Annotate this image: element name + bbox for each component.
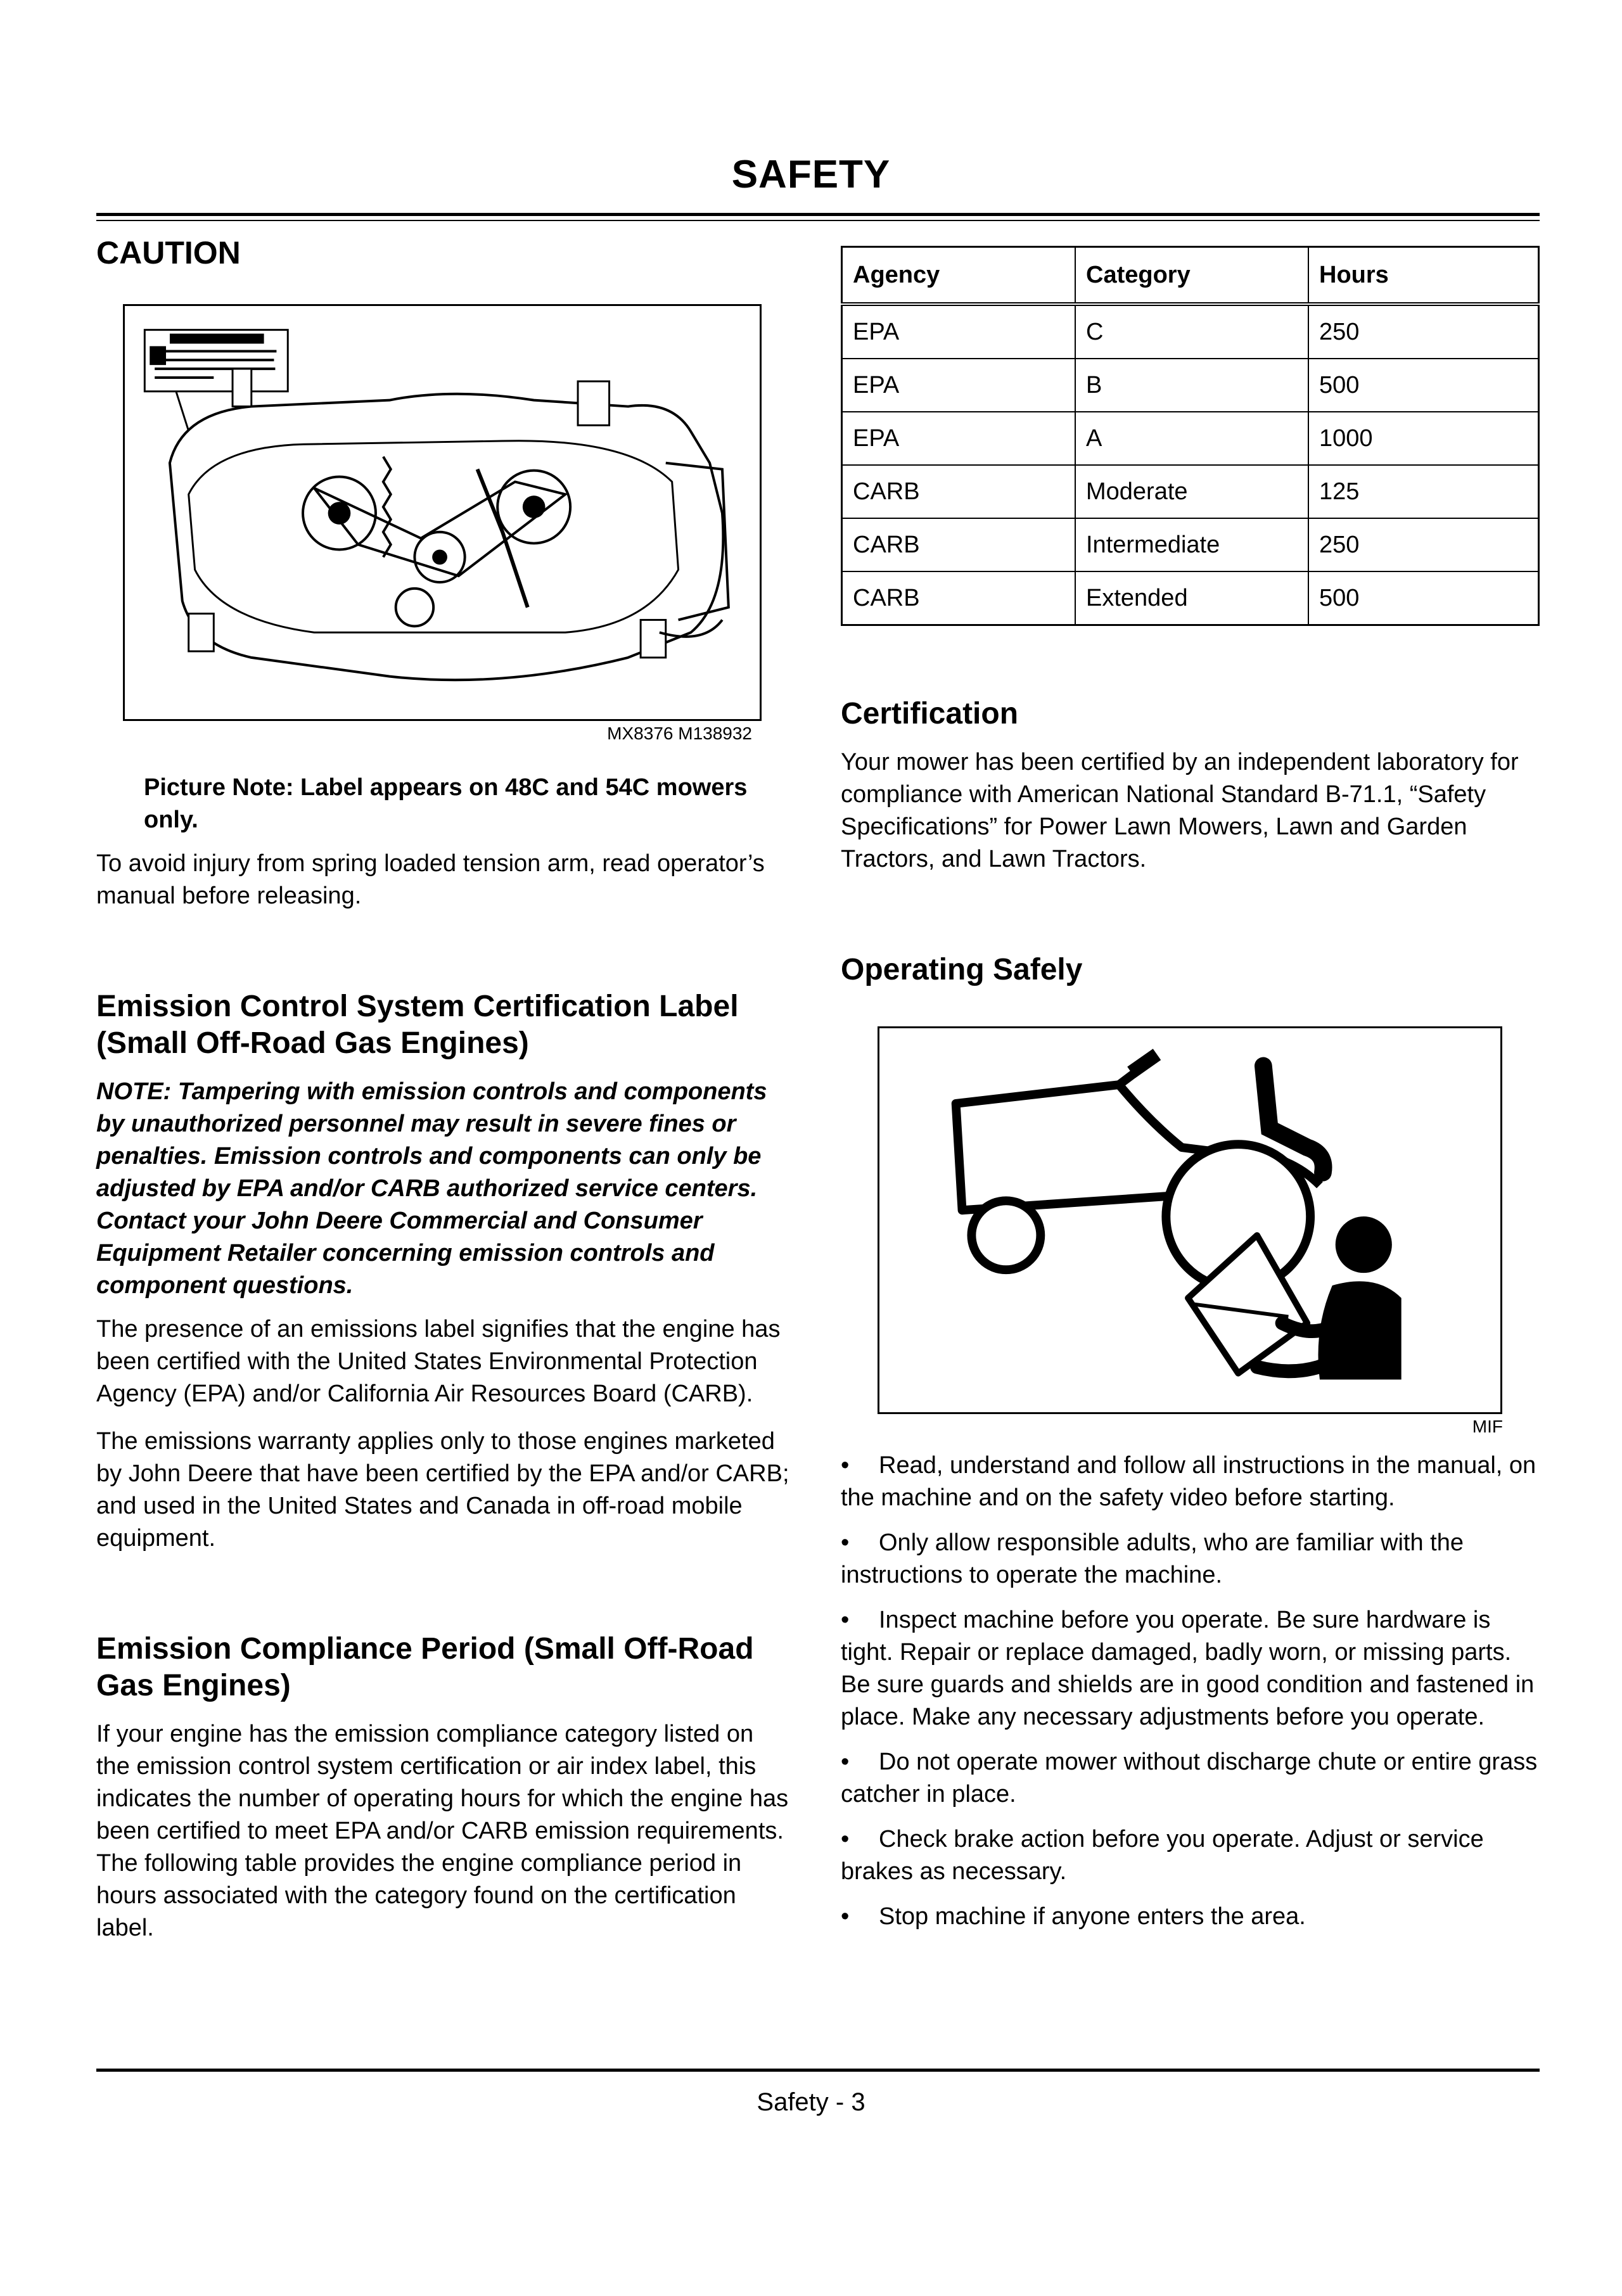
table-row (842, 359, 1539, 412)
list-item: • Check brake action before you operate. Adjust or service brakes as necessary. (841, 1823, 1540, 1888)
emission-label-heading: Emission Control System Certification Label (Small Off-Road Gas Engines) (96, 990, 739, 1060)
list-item: • Inspect machine before you operate. Be sure hardware is tight. Repair or replace damaged, badly worn, or missing parts. Be sure guards and shields are in good condition and fastened in place. Make any necessary adjustments before you operate. (841, 1604, 1540, 1733)
bullet-icon: • (841, 1903, 850, 1930)
list-item: • Do not operate mower without discharge chute or entire grass catcher in place. (841, 1746, 1540, 1811)
table-cell: 500 (1308, 571, 1539, 625)
table-cell: Intermediate (1075, 518, 1308, 571)
table-cell: C (1075, 304, 1308, 359)
bullet-icon: • (841, 1607, 850, 1633)
bullet-icon: • (841, 1529, 850, 1556)
table-cell: CARB (842, 518, 1076, 571)
table-header-agency: Agency (842, 247, 1076, 305)
caution-heading: CAUTION (96, 235, 241, 271)
compliance-period-heading: Emission Compliance Period (Small Off-Road Gas Engines) (96, 1632, 754, 1702)
certification-heading: Certification (841, 697, 1019, 730)
certification-body: Your mower has been certified by an independent laboratory for compliance with American National Standard B-71.1, “Safety Specifications” for Power Lawn Mowers, Lawn and Garden Tractors, and Lawn Tractors. (841, 749, 1519, 872)
table-cell: 250 (1308, 518, 1539, 571)
operating-figure-caption: MIF (1472, 1417, 1503, 1436)
table-cell: 500 (1308, 359, 1539, 412)
left-column (96, 231, 793, 1944)
table-cell: 1000 (1308, 412, 1539, 465)
table-cell: EPA (842, 359, 1076, 412)
list-item: • Only allow responsible adults, who are familiar with the instructions to operate the machine. (841, 1527, 1540, 1591)
table-cell: Moderate (1075, 465, 1308, 518)
table-row (842, 465, 1539, 518)
page-footer: Safety - 3 (757, 2088, 865, 2116)
title-rule-thin (96, 220, 1540, 221)
table-row (842, 304, 1539, 359)
table-cell: A (1075, 412, 1308, 465)
mower-deck-figure (123, 304, 762, 721)
footer-rule (96, 2069, 1540, 2072)
tractor-with-manual-illustration (879, 1028, 1500, 1412)
list-item: • Stop machine if anyone enters the area. (841, 1901, 1540, 1933)
emission-note: NOTE: Tampering with emission controls and components by unauthorized personnel may result in severe fines or penalties. Emission controls and components can only be adjusted by EPA and/or CARB authorized service centers. Contact your John Deere Commercial and Consumer Equipment Retailer concerning emission controls and component questions. (96, 1078, 767, 1299)
table-cell: B (1075, 359, 1308, 412)
compliance-period-body: If your engine has the emission compliance category listed on the emission control system certification or air index label, this indicates the number of operating hours for which the engine has been certified to meet EPA and/or CARB emission requirements. The following table provides the engine compliance period in hours associated with the category found on the certification label. (96, 1721, 789, 1941)
right-column (841, 246, 1540, 1946)
table-row (842, 571, 1539, 625)
compliance-table (841, 246, 1540, 626)
emission-para-1: The presence of an emissions label signifies that the engine has been certified with the United States Environmental Protection Agency (EPA) and/or California Air Resources Board (CARB). (96, 1316, 781, 1407)
bullet-icon: • (841, 1452, 850, 1479)
table-row (842, 412, 1539, 465)
table-cell: EPA (842, 304, 1076, 359)
caution-body: To avoid injury from spring loaded tension arm, read operator’s manual before releasing. (96, 850, 765, 909)
table-cell: 250 (1308, 304, 1539, 359)
operating-safely-figure (878, 1026, 1502, 1414)
table-cell: CARB (842, 465, 1076, 518)
picture-note: Picture Note: Label appears on 48C and 54C mowers only. (144, 774, 748, 833)
operating-safely-heading: Operating Safely (841, 953, 1083, 986)
table-cell: Extended (1075, 571, 1308, 625)
table-row (842, 518, 1539, 571)
deck-figure-caption: MX8376 M138932 (607, 724, 752, 743)
bullet-icon: • (841, 1826, 850, 1853)
list-item: • Read, understand and follow all instructions in the manual, on the machine and on the safety video before starting. (841, 1450, 1540, 1514)
table-cell: 125 (1308, 465, 1539, 518)
operating-bullet-list (841, 1450, 1540, 1933)
table-header-category: Category (1075, 247, 1308, 305)
page-title: SAFETY (731, 153, 891, 196)
table-header-hours: Hours (1308, 247, 1539, 305)
table-header-row (842, 247, 1539, 305)
table-cell: CARB (842, 571, 1076, 625)
table-cell: EPA (842, 412, 1076, 465)
mower-deck-illustration (125, 306, 760, 719)
caution-label-sticker (144, 330, 288, 392)
bullet-icon: • (841, 1749, 850, 1775)
emission-para-2: The emissions warranty applies only to those engines marketed by John Deere that have been certified by the EPA and/or CARB; and used in the United States and Canada in off-road mobile equipment. (96, 1428, 789, 1552)
title-rule (96, 213, 1540, 216)
